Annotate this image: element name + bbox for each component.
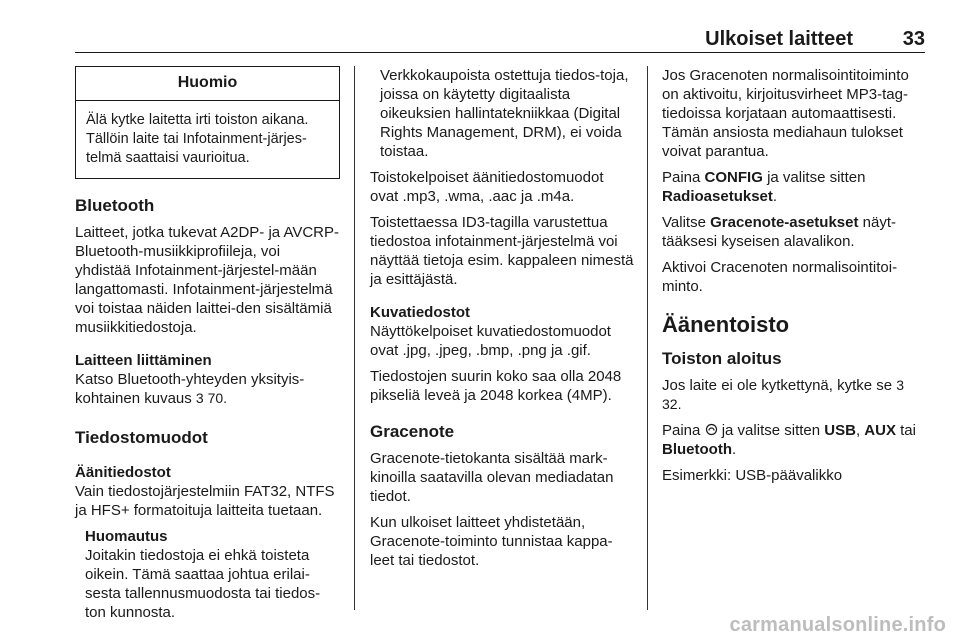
media-icon xyxy=(705,422,718,439)
text-span: Paina xyxy=(662,422,701,439)
note-continued-text: Verkkokaupoista ostettuja tiedos-toja, joissa on käytetty digitaalista oikeuksien hallintatekniikkaa (Digital Rights Management, DRM), ei voida toistaa. xyxy=(380,67,629,160)
formats-heading: Tiedostomuodot xyxy=(75,428,208,447)
page-ref-link[interactable]: 3 32. xyxy=(662,377,905,412)
text-span: ja valitse sitten xyxy=(721,422,821,439)
usb-label: USB xyxy=(824,422,856,439)
image-formats-text: Näyttökelpoiset kuvatiedostomuodot ovat .jpg, .jpeg, .bmp, .png ja .gif. xyxy=(370,323,611,359)
note-continued xyxy=(370,66,634,161)
image-heading: Kuvatiedostot xyxy=(370,304,471,321)
gracenote-text-1: Gracenote-tietokanta sisältää mark-kinoilla saatavilla olevan mediadatan tiedot. xyxy=(370,450,614,505)
connect-text-body: Katso Bluetooth-yhteyden yksityis-kohtainen kuvaus xyxy=(75,371,305,407)
start-text xyxy=(662,376,927,414)
audio-text: Vain tiedostojärjestelmiin FAT32, NTFS ja HFS+ formatoituja laitteita tuetaan. xyxy=(75,483,335,519)
text-span: Paina xyxy=(662,169,701,186)
page-header xyxy=(75,24,925,53)
note-text: Joitakin tiedostoja ei ehkä toisteta oikein. Tämä saattaa johtua erilai-sesta tallennusmuodosta tai tiedos-ton kunnosta. xyxy=(85,547,321,621)
connect-heading: Laitteen liittäminen xyxy=(75,352,212,369)
note-block xyxy=(75,527,340,622)
audio-formats-text: Toistokelpoiset äänitiedostomuodot ovat .mp3, .wma, .aac ja .m4a. xyxy=(370,169,604,205)
aux-label: AUX xyxy=(864,422,896,439)
gracenote-settings-instruction xyxy=(662,213,927,251)
example-text: Esimerkki: USB-päävalikko xyxy=(662,467,843,484)
notice-body: Älä kytke laitetta irti toiston aikana. Tällöin laite tai Infotainment-järjes-telmä saattaisi vaurioitua. xyxy=(86,112,309,166)
watermark: carmanualsonline.info xyxy=(729,614,946,636)
gracenote-settings-label: Gracenote-asetukset xyxy=(710,214,859,231)
activate-text: Aktivoi Cracenoten normalisointitoi-minto. xyxy=(662,259,898,295)
source-instruction: Paina ja valitse sitten USB, AUX tai Bluetooth. xyxy=(662,422,916,458)
column-divider-2 xyxy=(647,66,648,610)
column-divider-1 xyxy=(354,66,355,610)
playback-heading: Äänentoisto xyxy=(662,312,790,337)
config-label: CONFIG xyxy=(704,169,763,186)
radio-settings-label: Radioasetukset xyxy=(662,188,773,205)
column-1 xyxy=(75,66,340,622)
text-span: ja valitse sitten xyxy=(767,169,866,186)
column-3 xyxy=(662,66,927,492)
note-title: Huomautus xyxy=(85,528,168,545)
image-size-text: Tiedostojen suurin koko saa olla 2048 pikseliä leveä ja 2048 korkea (4MP). xyxy=(370,368,622,404)
bluetooth-text: Laitteet, jotka tukevat A2DP- ja AVCRP-Bluetooth-musiikkiprofiileja, voi yhdistää Infotainment-järjestel-mään langattomasti. Infotainment-järjestelmä voi toistaa näiden laittei-den sisältämiä musiikkitiedostoja. xyxy=(75,224,340,336)
gracenote-text-2: Kun ulkoiset laitteet yhdistetään, Gracenote-toiminto tunnistaa kappa-leet tai tiedostot. xyxy=(370,514,613,569)
notice-box xyxy=(75,66,340,179)
normalization-text: Jos Gracenoten normalisointitoiminto on aktivoitu, kirjoitusvirheet MP3-tag-tiedoissa korjataan automaattisesti. Tämän ansiosta mediahaun tulokset voivat parantua. xyxy=(662,67,909,160)
bluetooth-label: Bluetooth xyxy=(662,441,732,458)
text-span: Valitse xyxy=(662,214,706,231)
connect-text xyxy=(75,370,340,408)
text-span: Jos laite ei ole kytkettynä, kytke se xyxy=(662,377,893,394)
column-2 xyxy=(370,66,634,577)
page-number: 33 xyxy=(902,28,925,50)
start-heading: Toiston aloitus xyxy=(662,349,782,368)
id3-text: Toistettaessa ID3-tagilla varustettua tiedostoa infotainment-järjestelmä voi näyttää tietoja esim. kappaleen nimestä ja esittäjästä. xyxy=(370,214,634,288)
notice-title: Huomio xyxy=(76,67,339,101)
page-ref-link[interactable]: 3 70. xyxy=(195,390,228,406)
audio-heading: Äänitiedostot xyxy=(75,464,171,481)
page-title: Ulkoiset laitteet xyxy=(705,28,853,50)
text-span: tai xyxy=(900,422,916,439)
bluetooth-heading: Bluetooth xyxy=(75,196,155,215)
config-instruction: Paina CONFIG ja valitse sitten Radioasetukset. xyxy=(662,169,866,205)
gracenote-heading: Gracenote xyxy=(370,422,455,441)
text-span: näyt-tääksesi kyseisen alavalikon. xyxy=(662,214,897,250)
